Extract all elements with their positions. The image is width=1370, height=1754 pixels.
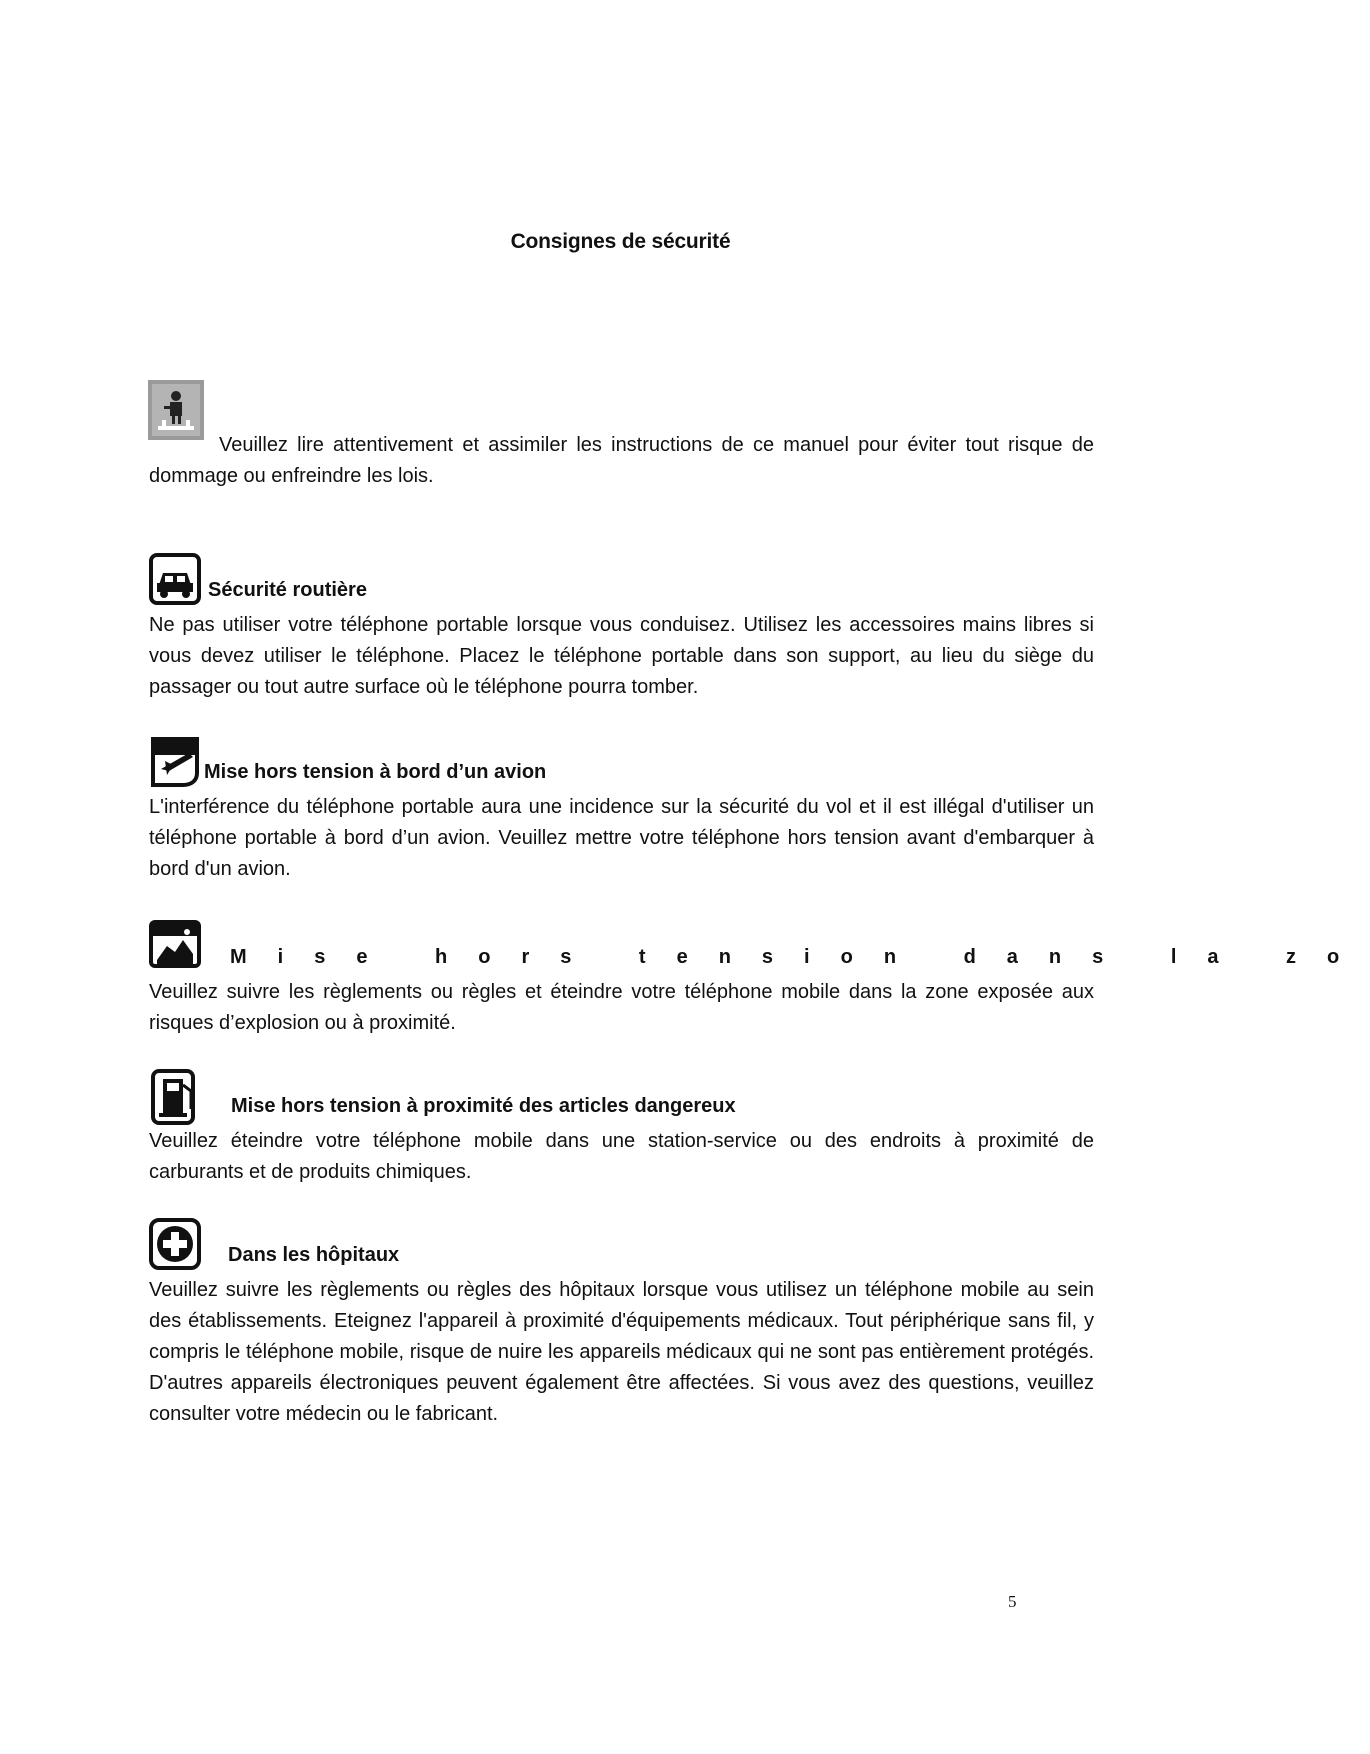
page-number: 5 — [1008, 1592, 1017, 1611]
page-title: Consignes de sécurité — [510, 230, 731, 253]
section-heading: Mise hors tension à bord d’un avion — [204, 761, 547, 783]
section-heading: Mise hors tension à proximité des articles dangereux — [231, 1095, 736, 1117]
section-body: Veuillez suivre les règlements ou règles des hôpitaux lorsque vous utilisez un téléphone mobile au sein des établissements. Eteignez l'appareil à proximité d'équipements médicaux. Tout périphérique sans fil, y compris le téléphone mobile, risque de nuire les appareils médicaux qui ne sont pas entièrement protégés. D'autres appareils électroniques peuvent également être affectées. Si vous avez des questions, veuillez consulter votre médecin ou le fabricant. — [149, 1279, 1094, 1425]
section-road-safety — [149, 553, 1094, 703]
section-airplane — [149, 735, 1094, 885]
section-explosion — [149, 920, 1370, 1040]
section-hospitals — [149, 1218, 1094, 1438]
hospital-cross-icon — [149, 1218, 201, 1270]
section-body: Veuillez éteindre votre téléphone mobile dans une station-service ou des endroits à proximité de carburants et de produits chimiques. — [149, 1130, 1094, 1183]
section-body: L'interférence du téléphone portable aura une incidence sur la sécurité du vol et il est illégal d'utiliser un téléphone portable à bord d’un avion. Veuillez mettre votre téléphone hors tension avant d'embarquer à bord d'un avion. — [149, 796, 1094, 880]
section-heading: Mise hors tension dans la zo — [230, 946, 1370, 968]
explosion-icon — [149, 920, 201, 972]
fuel-pump-icon — [149, 1069, 201, 1125]
intro-text: Veuillez lire attentivement et assimiler les instructions de ce manuel pour éviter tout risque de dommage ou enfreindre les lois. — [149, 434, 1094, 487]
section-dangerous-goods — [149, 1069, 1094, 1189]
section-heading: Dans les hôpitaux — [228, 1244, 400, 1266]
section-body: Ne pas utiliser votre téléphone portable lorsque vous conduisez. Utilisez les accessoires mains libres si vous devez utiliser le téléphone. Placez le téléphone portable dans son support, au lieu du siège du passager ou tout autre surface où le téléphone pourra tomber. — [149, 614, 1094, 698]
section-heading: Sécurité routière — [208, 579, 367, 601]
section-body: Veuillez suivre les règlements ou règles et éteindre votre téléphone mobile dans la zone exposée aux risques d’explosion ou à proximité. — [149, 981, 1094, 1034]
airplane-icon — [149, 735, 201, 787]
car-icon — [149, 553, 201, 605]
